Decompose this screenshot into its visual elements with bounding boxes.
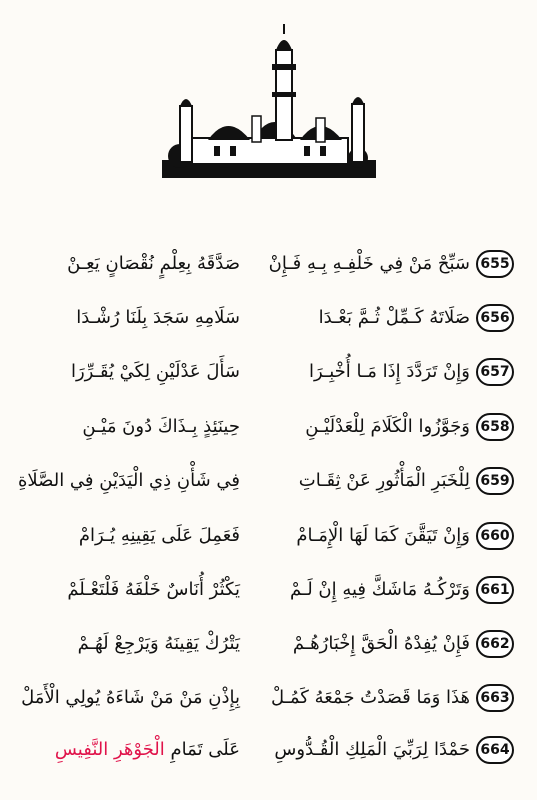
verse-second-hemistich: يَتْرُكْ يَقِينَهُ وَيَرْجِعْ لَهُـمْ bbox=[77, 633, 240, 654]
verse-first-hemistich: صَلَاتَهُ كَـمِّلْ ثُـمَّ بَعْـدَا bbox=[318, 307, 470, 328]
verse-number-badge: 660 bbox=[476, 522, 514, 550]
verse-second-hemistich: يَكْثُرْ أُنَاسٌ خَلْفَهُ فَلْتَعْـلَمْ bbox=[67, 579, 240, 600]
verse-first-hemistich: وَجَوَّزُوا الْكَلَامَ لِلْعَدْلَيْـنِ bbox=[305, 416, 470, 437]
verse-first-hemistich: وَإِنْ تَيَقَّنَ كَمَا لَهَا الْإِمَـامْ bbox=[296, 525, 470, 546]
verse-second-hemistich: بِإِذْنِ مَنْ مَنْ شَاءَهُ يُولِي الْأَمَلْ bbox=[21, 687, 240, 708]
verse-second-hemistich: فِي شَأْنِ ذِي الْيَدَيْنِ فِي الصَّلَاةِ bbox=[17, 470, 240, 491]
verse-row bbox=[0, 354, 537, 394]
verse-row bbox=[0, 463, 537, 503]
verse-number-badge: 655 bbox=[476, 250, 514, 278]
verse-first-hemistich: سَبِّحْ مَنْ فِي خَلْفِـهِ بِـهِ فَـإِنْ bbox=[268, 253, 470, 274]
verse-row bbox=[0, 246, 537, 286]
verse-second-hemistich: سَأَلَ عَدْلَيْنِ لِكَيْ يُقَـرِّرَا bbox=[70, 361, 240, 382]
verse-first-hemistich: حَمْدًا لِرَبِّيَ الْمَلِكِ الْقُـدُّوسِ bbox=[274, 739, 470, 760]
verse-number-badge: 658 bbox=[476, 413, 514, 441]
verse-first-hemistich: لِلْخَبَرِ الْمَأْثُورِ عَنْ ثِقَـاتِ bbox=[298, 470, 470, 491]
verse-row bbox=[0, 572, 537, 612]
verse-number-badge: 659 bbox=[476, 467, 514, 495]
verse-second-hemistich: حِينَئِذٍ بِـذَاكَ دُونَ مَيْـنِ bbox=[82, 416, 240, 437]
verse-first-hemistich: هَذَا وَمَا قَصَدْتُ جَمْعَهُ كَمُـلْ bbox=[270, 687, 470, 708]
verse-row bbox=[0, 680, 537, 720]
verse-number-badge: 661 bbox=[476, 576, 514, 604]
verse-row bbox=[0, 626, 537, 666]
verse-row bbox=[0, 732, 537, 772]
verse-number-badge: 663 bbox=[476, 684, 514, 712]
verse-second-hemistich: سَلَامِهِ سَجَدَ بِلَنَا رُشْـدَا bbox=[76, 307, 240, 328]
verse-second-lead: عَلَى تَمَامِ bbox=[170, 739, 240, 760]
verse-row bbox=[0, 300, 537, 340]
verse-number-badge: 657 bbox=[476, 358, 514, 386]
verse-first-hemistich: وَإِنْ تَرَدَّدَ إِذَا مَـا أُخْبِـرَا bbox=[309, 361, 470, 382]
verse-number-badge: 656 bbox=[476, 304, 514, 332]
book-title-highlight: الْجَوْهَرِ النَّفِيسِ bbox=[54, 739, 165, 760]
verse-second-hemistich bbox=[12, 732, 240, 768]
verse-second-hemistich: فَعَمِلَ عَلَى يَقِينِهِ يُـرَامْ bbox=[78, 525, 240, 546]
verse-second-hemistich: صَدَّقَهُ بِعِلْمٍ نُقْصَانٍ يَعِـنْ bbox=[67, 253, 240, 274]
verse-row bbox=[0, 518, 537, 558]
verse-number-badge: 662 bbox=[476, 630, 514, 658]
verse-first-hemistich: فَإِنْ يُفِدْهُ الْحَقَّ إِخْبَارُهُـمْ bbox=[292, 633, 470, 654]
verse-first-hemistich: وَتَرْكُـهُ مَاشَكَّ فِيهِ إِنْ لَـمْ bbox=[289, 579, 470, 600]
verse-row bbox=[0, 409, 537, 449]
verse-number-badge: 664 bbox=[476, 736, 514, 764]
